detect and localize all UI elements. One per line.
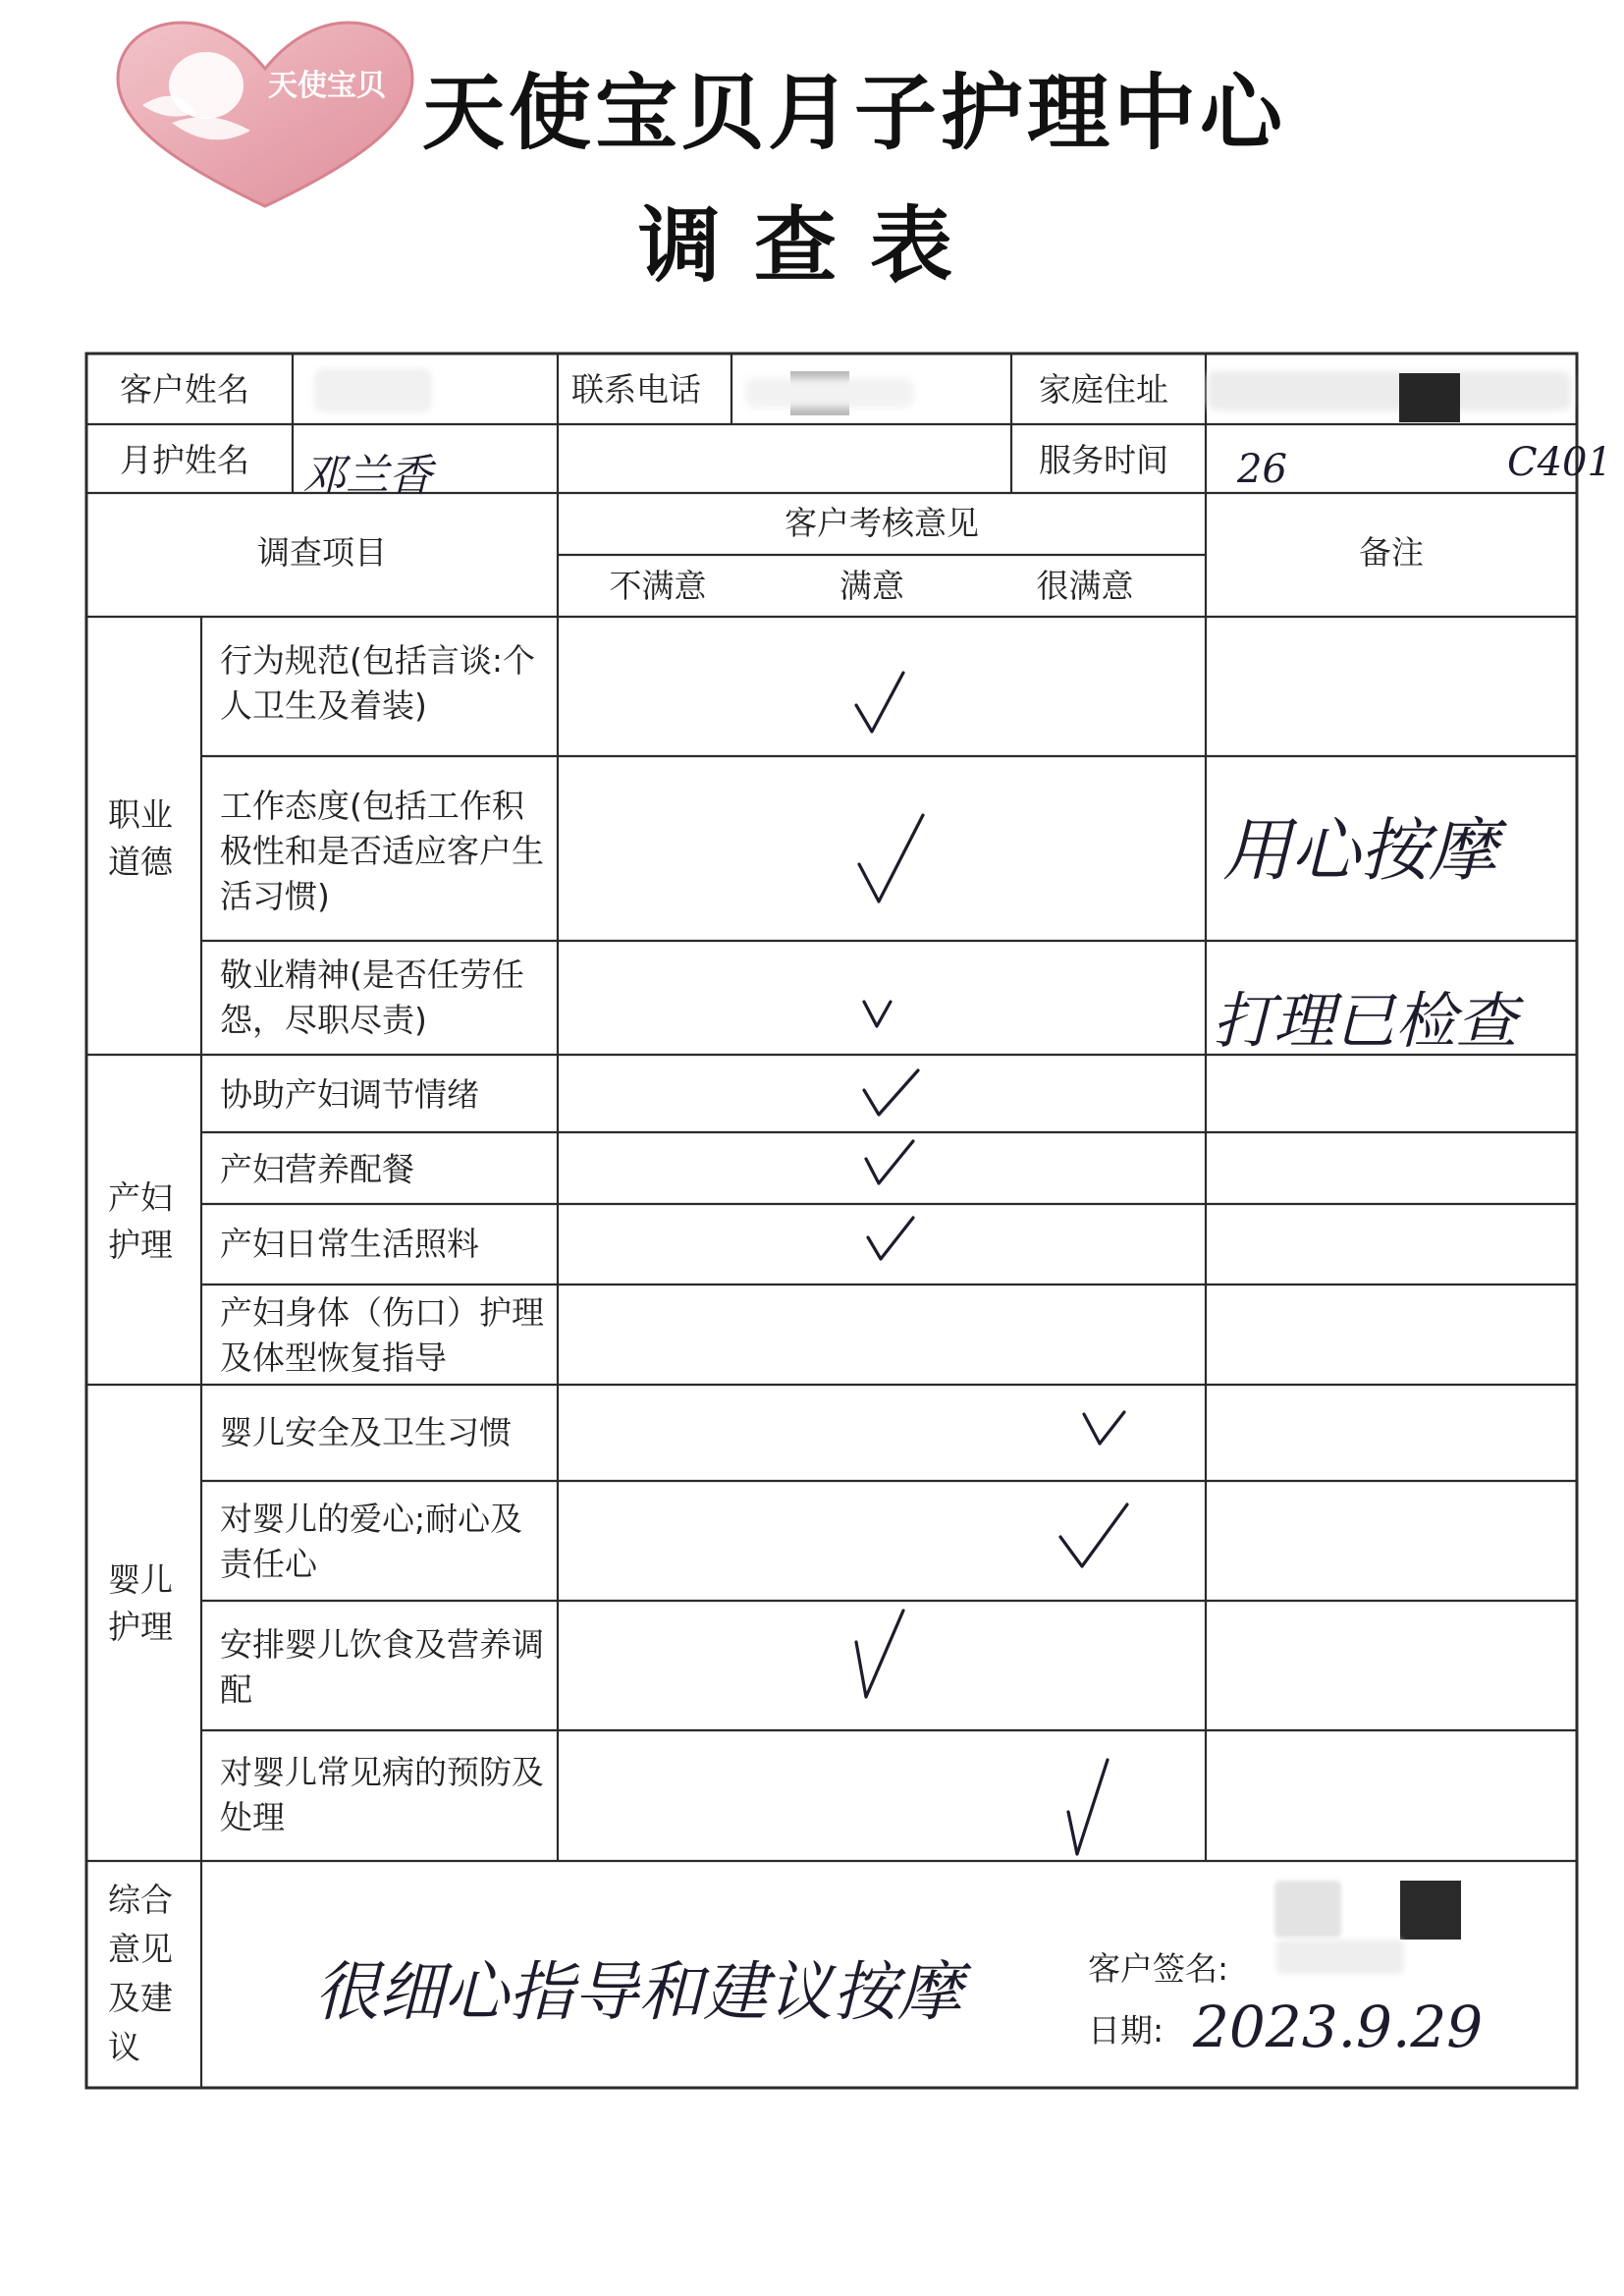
service-time-label: 服务时间: [1039, 441, 1168, 479]
logo-text: 天使宝贝: [268, 69, 386, 103]
item-infant-love: 对婴儿的爱心;耐心及责任心: [220, 1500, 523, 1583]
item-nutrition: 产妇营养配餐: [220, 1150, 414, 1188]
check-mark-row6: [868, 1218, 913, 1259]
remark-work-attitude: 用心按摩: [1222, 810, 1497, 891]
item-dedication: 敬业精神(是否任劳任怨，尽职尽责): [220, 956, 524, 1039]
summary-label: 综合意见及建议: [108, 1881, 173, 2066]
unsatisfied-header: 不满意: [609, 567, 707, 605]
check-mark-row9: [1060, 1504, 1127, 1566]
redacted-signature-light: [1274, 1881, 1341, 1938]
item-infant-disease: 对婴儿常见病的预防及处理: [220, 1753, 544, 1836]
item-infant-feeding: 安排婴儿饮食及营养调配: [220, 1625, 544, 1709]
item-behavior: 行为规范(包括言谈:个人卫生及着装): [220, 641, 535, 725]
check-mark-row5: [866, 1141, 913, 1183]
summary-comment: 很细心指导和建议按摩: [314, 1954, 962, 2030]
check-mark-row3: [864, 1002, 891, 1026]
group-label-ethics: 职业道德: [108, 795, 173, 881]
satisfied-header: 满意: [839, 567, 904, 605]
customer-opinion-header: 客户考核意见: [785, 504, 979, 542]
redacted-address-block: [1399, 373, 1460, 422]
item-body-recovery: 产妇身体（伤口）护理及体型恢复指导: [220, 1293, 544, 1377]
check-mark-row2: [859, 815, 923, 902]
item-daily-care: 产妇日常生活照料: [220, 1225, 479, 1263]
redacted-signature-dark: [1400, 1881, 1461, 1940]
group-label-maternal-care: 产妇护理: [108, 1178, 173, 1264]
remarks-header: 备注: [1359, 533, 1424, 572]
page-subtitle: 调查表: [638, 197, 987, 294]
redacted-phone-blur: [746, 378, 913, 408]
service-room-value: C401: [1507, 440, 1612, 485]
check-mark-row10: [856, 1611, 903, 1697]
redacted-signature-name: [1276, 1940, 1404, 1974]
check-mark-row11: [1068, 1760, 1108, 1854]
address-label: 家庭住址: [1039, 370, 1168, 409]
date-value: 2023.9.29: [1193, 1994, 1484, 2060]
nurse-name-label: 月护姓名: [120, 441, 249, 479]
survey-items-header: 调查项目: [257, 533, 387, 572]
phone-label: 联系电话: [571, 370, 701, 409]
customer-name-label: 客户姓名: [120, 370, 249, 409]
item-infant-safety: 婴儿安全及卫生习惯: [220, 1413, 512, 1451]
remark-dedication: 打理已检查: [1213, 985, 1518, 1057]
redacted-address: [1208, 371, 1571, 410]
nurse-name-value: 邓兰香: [302, 451, 432, 501]
check-mark-row1: [856, 673, 903, 732]
check-mark-row8: [1084, 1412, 1124, 1444]
signature-label: 客户签名:: [1088, 1949, 1229, 1988]
group-label-infant-care: 婴儿护理: [108, 1560, 173, 1646]
item-emotion-support: 协助产妇调节情绪: [220, 1075, 479, 1114]
very-satisfied-header: 很满意: [1036, 567, 1134, 605]
check-mark-row4: [864, 1070, 918, 1115]
redacted-customer-name: [314, 368, 432, 412]
page-title: 天使宝贝月子护理中心: [422, 65, 1287, 161]
item-work-attitude: 工作态度(包括工作积极性和是否适应客户生活习惯): [220, 787, 544, 915]
date-label: 日期:: [1088, 2011, 1164, 2050]
service-time-value: 26: [1237, 447, 1287, 492]
